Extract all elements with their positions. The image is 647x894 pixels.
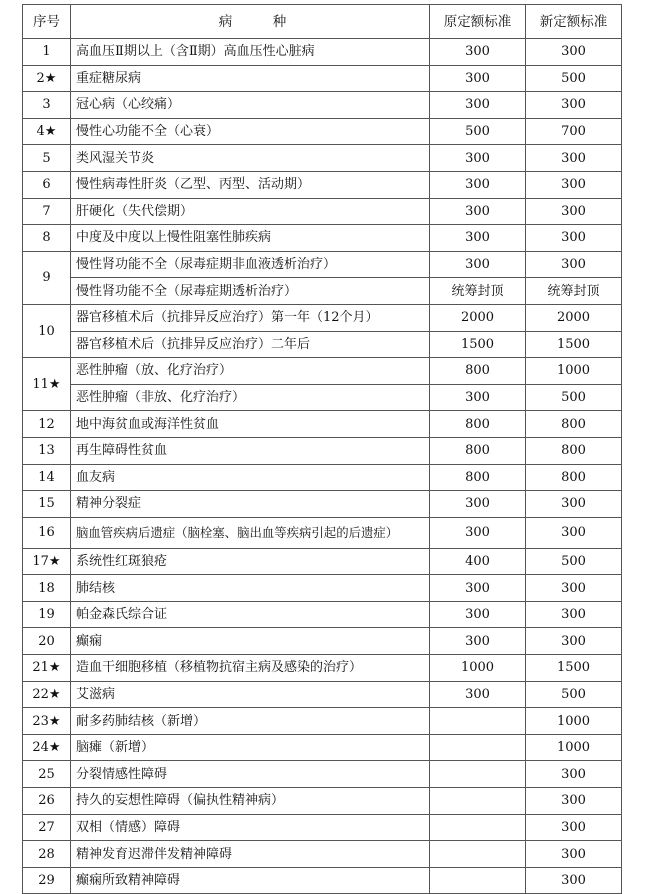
row-serial-number: 26 [23,788,71,815]
table-row [23,575,622,602]
row-original-quota: 300 [430,601,526,628]
row-disease-name: 肝硬化（失代偿期） [71,198,430,225]
row-disease-name: 慢性肾功能不全（尿毒症期非血液透析治疗） [71,251,430,278]
row-serial-number: 18 [23,575,71,602]
row-original-quota: 500 [430,118,526,145]
table-row [23,411,622,438]
row-original-quota: 800 [430,411,526,438]
row-new-quota: 300 [526,601,622,628]
row-serial-number: 4★ [23,118,71,145]
row-new-quota: 2000 [526,304,622,331]
row-disease-name: 癫痫所致精神障碍 [71,867,430,894]
table-row [23,517,622,548]
row-serial-number: 16 [23,517,71,548]
table-row [23,761,622,788]
table-header-row [23,5,622,39]
row-serial-number: 19 [23,601,71,628]
row-original-quota: 300 [430,171,526,198]
row-original-quota: 统筹封顶 [430,278,526,305]
row-serial-number: 15 [23,491,71,518]
row-serial-number: 3 [23,92,71,119]
row-original-quota [430,841,526,868]
row-new-quota: 500 [526,681,622,708]
row-serial-number: 14 [23,464,71,491]
table-body [23,39,622,894]
row-disease-name: 器官移植术后（抗排异反应治疗）二年后 [71,331,430,358]
table-row [23,867,622,894]
table-row [23,655,622,682]
row-new-quota: 300 [526,841,622,868]
row-disease-name: 恶性肿瘤（放、化疗治疗） [71,358,430,385]
row-disease-name: 癫痫 [71,628,430,655]
row-original-quota: 300 [430,251,526,278]
row-serial-number: 2★ [23,65,71,92]
chronic-disease-quota-table [22,4,622,894]
header-new-quota: 新定额标准 [526,5,622,39]
row-original-quota [430,734,526,761]
row-serial-number: 22★ [23,681,71,708]
row-new-quota: 300 [526,517,622,548]
row-serial-number: 7 [23,198,71,225]
row-disease-name: 持久的妄想性障碍（偏执性精神病） [71,788,430,815]
table-row [23,841,622,868]
table-row [23,681,622,708]
row-serial-number: 27 [23,814,71,841]
row-original-quota: 800 [430,437,526,464]
row-original-quota: 300 [430,92,526,119]
row-new-quota: 300 [526,225,622,252]
row-original-quota [430,867,526,894]
row-new-quota: 300 [526,198,622,225]
row-new-quota: 300 [526,628,622,655]
row-disease-name: 帕金森氏综合证 [71,601,430,628]
row-new-quota: 300 [526,867,622,894]
table-row [23,304,622,331]
table-row [23,39,622,66]
row-new-quota: 300 [526,761,622,788]
row-original-quota: 300 [430,39,526,66]
row-original-quota: 2000 [430,304,526,331]
row-new-quota: 1000 [526,708,622,735]
row-original-quota [430,761,526,788]
table-row [23,171,622,198]
row-disease-name: 精神发育迟滞伴发精神障碍 [71,841,430,868]
table-row [23,601,622,628]
row-disease-name: 再生障碍性贫血 [71,437,430,464]
row-original-quota: 1000 [430,655,526,682]
row-new-quota: 1000 [526,358,622,385]
row-serial-number: 24★ [23,734,71,761]
row-disease-name: 脑血管疾病后遗症（脑栓塞、脑出血等疾病引起的后遗症） [71,517,430,548]
row-disease-name: 地中海贫血或海洋性贫血 [71,411,430,438]
row-new-quota: 1500 [526,331,622,358]
row-disease-name: 慢性病毒性肝炎（乙型、丙型、活动期） [71,171,430,198]
header-serial-number: 序号 [23,5,71,39]
row-original-quota: 300 [430,145,526,172]
row-new-quota: 800 [526,437,622,464]
row-serial-number: 12 [23,411,71,438]
row-disease-name: 器官移植术后（抗排异反应治疗）第一年（12个月） [71,304,430,331]
row-new-quota: 300 [526,171,622,198]
row-new-quota: 300 [526,491,622,518]
row-disease-name: 血友病 [71,464,430,491]
row-disease-name: 艾滋病 [71,681,430,708]
row-serial-number: 9 [23,251,71,304]
row-original-quota: 300 [430,65,526,92]
row-serial-number: 23★ [23,708,71,735]
row-disease-name: 类风湿关节炎 [71,145,430,172]
table-row [23,628,622,655]
row-original-quota: 300 [430,491,526,518]
row-disease-name: 高血压Ⅱ期以上（含Ⅱ期）高血压性心脏病 [71,39,430,66]
row-original-quota: 300 [430,384,526,411]
row-serial-number: 8 [23,225,71,252]
table-row [23,788,622,815]
table-row [23,464,622,491]
row-disease-name: 肺结核 [71,575,430,602]
row-new-quota: 500 [526,548,622,575]
row-disease-name: 精神分裂症 [71,491,430,518]
row-new-quota: 统筹封顶 [526,278,622,305]
row-serial-number: 17★ [23,548,71,575]
row-new-quota: 300 [526,814,622,841]
row-serial-number: 20 [23,628,71,655]
table-row [23,92,622,119]
table-row [23,225,622,252]
row-new-quota: 500 [526,384,622,411]
row-disease-name: 冠心病（心绞痛） [71,92,430,119]
row-serial-number: 29 [23,867,71,894]
row-serial-number: 1 [23,39,71,66]
table-row [23,734,622,761]
row-new-quota: 300 [526,39,622,66]
row-serial-number: 13 [23,437,71,464]
row-disease-name: 耐多药肺结核（新增） [71,708,430,735]
row-disease-name: 脑瘫（新增） [71,734,430,761]
row-new-quota: 300 [526,92,622,119]
row-original-quota [430,814,526,841]
row-new-quota: 800 [526,464,622,491]
table-row [23,437,622,464]
row-original-quota: 800 [430,358,526,385]
table-row [23,65,622,92]
table-row [23,814,622,841]
row-new-quota: 700 [526,118,622,145]
row-original-quota: 300 [430,198,526,225]
header-disease-type: 病 种 [71,5,430,39]
table-row [23,278,622,305]
row-original-quota: 1500 [430,331,526,358]
row-serial-number: 25 [23,761,71,788]
table-row [23,331,622,358]
row-disease-name: 慢性心功能不全（心衰） [71,118,430,145]
table-row [23,358,622,385]
row-original-quota: 400 [430,548,526,575]
row-disease-name: 双相（情感）障碍 [71,814,430,841]
row-original-quota: 800 [430,464,526,491]
row-disease-name: 重症糖尿病 [71,65,430,92]
row-serial-number: 10 [23,304,71,357]
table-row [23,198,622,225]
row-disease-name: 中度及中度以上慢性阻塞性肺疾病 [71,225,430,252]
row-serial-number: 28 [23,841,71,868]
row-new-quota: 1000 [526,734,622,761]
row-serial-number: 6 [23,171,71,198]
table-row [23,118,622,145]
row-original-quota [430,708,526,735]
table-row [23,548,622,575]
row-original-quota: 300 [430,575,526,602]
row-new-quota: 300 [526,145,622,172]
row-new-quota: 500 [526,65,622,92]
row-original-quota: 300 [430,628,526,655]
row-disease-name: 造血干细胞移植（移植物抗宿主病及感染的治疗） [71,655,430,682]
table-row [23,708,622,735]
table-row [23,251,622,278]
row-new-quota: 300 [526,788,622,815]
table-row [23,491,622,518]
row-new-quota: 300 [526,575,622,602]
table-row [23,145,622,172]
table-row [23,384,622,411]
row-original-quota: 300 [430,225,526,252]
header-original-quota: 原定额标准 [430,5,526,39]
row-original-quota: 300 [430,681,526,708]
row-disease-name: 慢性肾功能不全（尿毒症期透析治疗） [71,278,430,305]
row-disease-name: 系统性红斑狼疮 [71,548,430,575]
row-new-quota: 300 [526,251,622,278]
row-disease-name: 恶性肿瘤（非放、化疗治疗） [71,384,430,411]
row-original-quota [430,788,526,815]
row-serial-number: 11★ [23,358,71,411]
row-serial-number: 21★ [23,655,71,682]
row-serial-number: 5 [23,145,71,172]
row-disease-name: 分裂情感性障碍 [71,761,430,788]
row-original-quota: 300 [430,517,526,548]
row-new-quota: 1500 [526,655,622,682]
row-new-quota: 800 [526,411,622,438]
